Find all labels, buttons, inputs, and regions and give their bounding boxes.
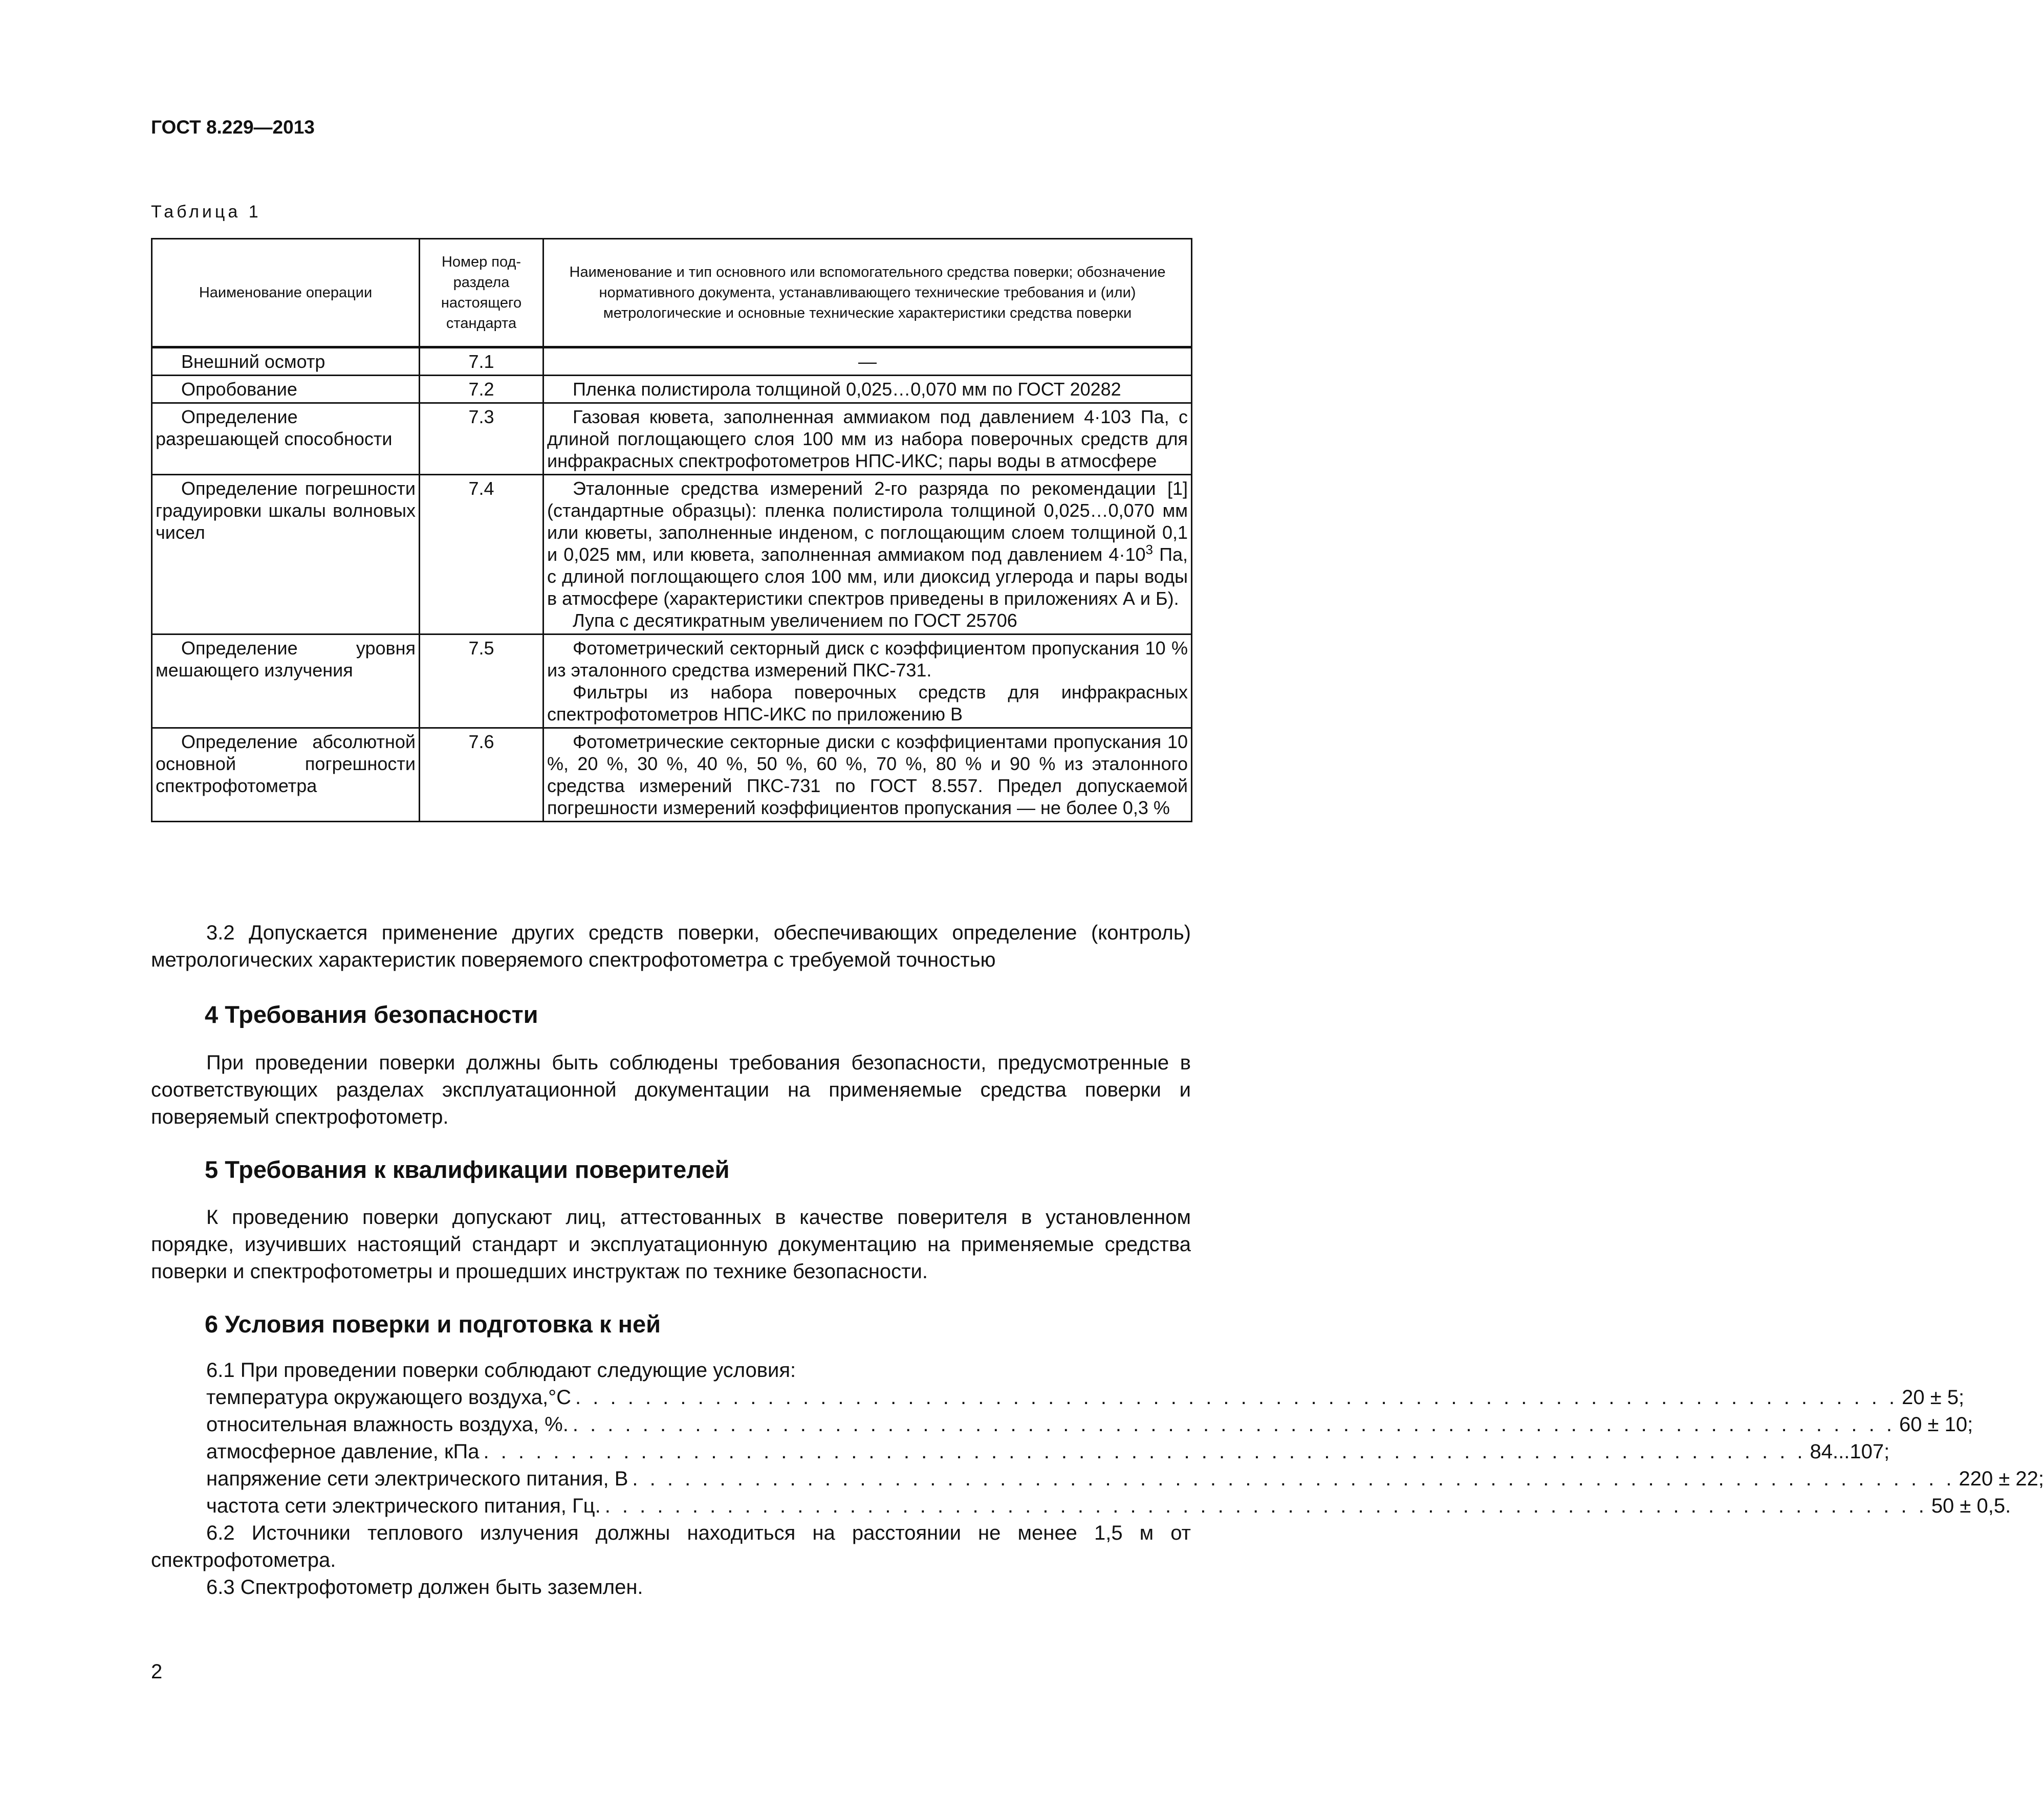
operation-cell: Определение абсолютной основной погрешности спектрофотометра	[152, 728, 420, 822]
condition-value: 60 ± 10;	[1899, 1413, 1973, 1436]
leader-dots: . . . . . . . . . . . . . . . . . . . . . . . . . . . . . . . . . . . . . . . . . . . . . . . . . . . . . . . . . . . . . . . . . . . . . . . . . . . .	[575, 1386, 1898, 1409]
condition-row	[206, 1465, 2044, 1493]
condition-label: частота сети электрического питания, Гц.	[206, 1495, 601, 1517]
leader-dots: . . . . . . . . . . . . . . . . . . . . . . . . . . . . . . . . . . . . . . . . . . . . . . . . . . . . . . . . . . . . . . . . . . . . . . . . . . . .	[604, 1495, 1927, 1517]
operation-cell: Внешний осмотр	[152, 347, 420, 376]
means-cell: Газовая кювета, заполненная аммиаком под давлением 4·103 Па, с длиной поглощающего слоя 100 мм из набора поверочных средств для инфракрасных спектрофотометров НПС-ИКС; пары воды в атмосфере	[543, 403, 1192, 475]
table-caption: Таблица 1	[151, 202, 262, 222]
number-cell: 7.6	[420, 728, 543, 822]
section-4-heading: 4 Требования безопасности	[205, 1001, 538, 1028]
condition-row	[206, 1438, 1890, 1465]
table-header-row	[152, 239, 1192, 347]
number-cell: 7.4	[420, 475, 543, 634]
table-row	[152, 347, 1192, 376]
paragraph-6-3: 6.3 Спектрофотометр должен быть заземлен.	[206, 1576, 643, 1599]
paragraph-6-2: 6.2 Источники теплового излучения должны находиться на расстоянии не менее 1,5 м от спектрофотометра.	[151, 1522, 1191, 1571]
verification-means-table	[151, 238, 1192, 822]
means-cell: —	[543, 347, 1192, 376]
condition-row	[206, 1411, 1973, 1438]
table-row	[152, 634, 1192, 728]
means-cell: Пленка полистирола толщиной 0,025…0,070 мм по ГОСТ 20282	[543, 376, 1192, 403]
condition-label: напряжение сети электрического питания, В	[206, 1468, 628, 1490]
condition-value: 220 ± 22;	[1959, 1468, 2044, 1490]
section-6-heading: 6 Условия поверки и подготовка к ней	[205, 1310, 661, 1338]
table-row	[152, 475, 1192, 634]
condition-row	[206, 1384, 1965, 1411]
operation-cell: Опробование	[152, 376, 420, 403]
number-cell: 7.2	[420, 376, 543, 403]
paragraph-3-2: 3.2 Допускается применение других средств поверки, обеспечивающих определение (контроль) метрологических характеристик поверяемого спектрофотометра с требуемой точностью	[151, 922, 1191, 971]
number-cell: 7.1	[420, 347, 543, 376]
table-row	[152, 403, 1192, 475]
column-header-means: Наименование и тип основного или вспомогательного средства поверки; обозначение нормативного документа, устанавливающего технические требования и (или) метрологические и основные технические характеристики средства поверки	[543, 239, 1192, 347]
condition-value: 84...107;	[1810, 1440, 1890, 1463]
document-header: ГОСТ 8.229—2013	[151, 117, 315, 138]
condition-value: 50 ± 0,5.	[1931, 1495, 2011, 1517]
leader-dots: . . . . . . . . . . . . . . . . . . . . . . . . . . . . . . . . . . . . . . . . . . . . . . . . . . . . . . . . . . . . . . . . . . . . . . . . . . . .	[632, 1468, 1955, 1490]
table-row	[152, 728, 1192, 822]
condition-label: температура окружающего воздуха,°С	[206, 1386, 572, 1409]
means-cell: Эталонные средства измерений 2-го разряда по рекомендации [1] (стандартные образцы): пленка полистирола толщиной 0,025…0,070 мм или кюветы, заполненные инденом, с поглощающим слоем толщиной 0,1 и 0,025 мм, или кювета, заполненная аммиаком под давлением $4\cdot 10^3$ Па, с длиной поглощающего слоя 100 мм, или диоксид углерода и пары воды в атмосфере (характеристики спектров приведены в приложениях А и Б). Лупа с десятикратным увеличением по ГОСТ 25706	[543, 475, 1192, 634]
operation-cell: Определение разрешающей способности	[152, 403, 420, 475]
condition-label: атмосферное давление, кПа	[206, 1440, 480, 1463]
paragraph-6-1: 6.1 При проведении поверки соблюдают следующие условия:	[206, 1359, 796, 1382]
operation-cell: Определение уровня мешающего излучения	[152, 634, 420, 728]
section-4-text: При проведении поверки должны быть соблюдены требования безопасности, предусмотренные в соответствующих разделах эксплуатационной документации на применяемые средства поверки и поверяемый спектрофотометр.	[151, 1052, 1191, 1128]
section-5-text: К проведению поверки допускают лиц, аттестованных в качестве поверителя в установленном порядке, изучивших настоящий стандарт и эксплуатационную документацию на применяемые средства поверки и спектрофотометры и прошедших инструктаж по технике безопасности.	[151, 1206, 1191, 1283]
leader-dots: . . . . . . . . . . . . . . . . . . . . . . . . . . . . . . . . . . . . . . . . . . . . . . . . . . . . . . . . . . . . . . . . . . . . . . . . . . . .	[483, 1440, 1806, 1463]
page-number: 2	[151, 1660, 163, 1683]
condition-value: 20 ± 5;	[1902, 1386, 1965, 1409]
number-cell: 7.3	[420, 403, 543, 475]
condition-label: относительная влажность воздуха, %.	[206, 1413, 569, 1436]
leader-dots: . . . . . . . . . . . . . . . . . . . . . . . . . . . . . . . . . . . . . . . . . . . . . . . . . . . . . . . . . . . . . . . . . . . . . . . . . . . .	[572, 1413, 1895, 1436]
column-header-operation: Наименование операции	[152, 239, 420, 347]
operation-cell: Определение погрешности градуировки шкалы волновых чисел	[152, 475, 420, 634]
means-cell: Фотометрические секторные диски с коэффициентами пропускания 10 %, 20 %, 30 %, 40 %, 50 %, 60 %, 70 %, 80 % и 90 % из эталонного средства измерений ПКС-731 по ГОСТ 8.557. Предел допускаемой погрешности измерений коэффициентов пропускания — не более 0,3 %	[543, 728, 1192, 822]
column-header-number: Номер под- раздела настоящего стандарта	[420, 239, 543, 347]
condition-row	[206, 1493, 2011, 1520]
section-5-heading: 5 Требования к квалификации поверителей	[205, 1156, 730, 1183]
number-cell: 7.5	[420, 634, 543, 728]
table-row	[152, 376, 1192, 403]
means-cell: Фотометрический секторный диск с коэффициентом пропускания 10 % из эталонного средства измерений ПКС-731. Фильтры из набора поверочных средств для инфракрасных спектрофотометров НПС-ИКС по приложению В	[543, 634, 1192, 728]
